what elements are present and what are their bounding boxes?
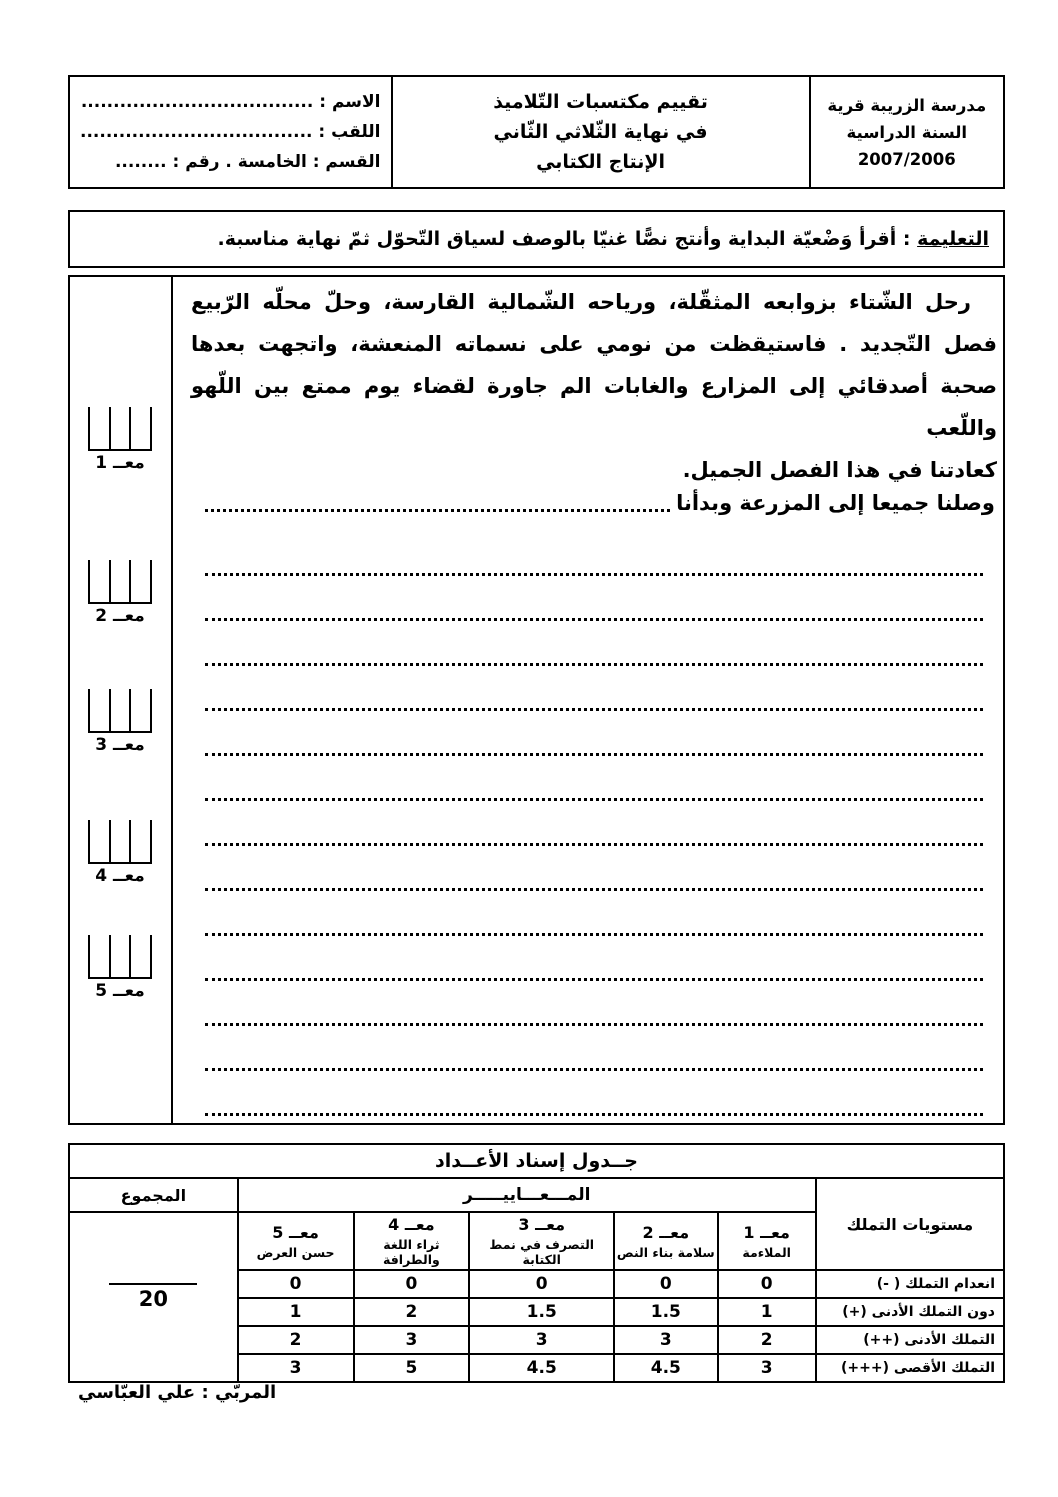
- school-year-label: السنة الدراسية: [846, 122, 968, 142]
- essay-paragraph-line: رحل الشّتاء بزوابعه المثقّلة، ورياحه الشّمالية القارسة، وحلّ محلّه الرّبيع: [191, 290, 971, 314]
- writing-line: [205, 846, 983, 891]
- criterion-code: معــ 4: [388, 1215, 435, 1234]
- score-value: 2: [238, 1326, 354, 1354]
- writing-line: [205, 936, 983, 981]
- score-value: 1.5: [614, 1298, 717, 1326]
- criterion-header-cell: [718, 1212, 816, 1270]
- total-max-value: 20: [138, 1287, 168, 1311]
- writing-line: [205, 801, 983, 846]
- total-header: المجموع: [69, 1178, 238, 1212]
- score-grid-cell: [129, 689, 150, 731]
- score-grid-cell: [109, 935, 130, 977]
- writing-line: [205, 981, 983, 1026]
- score-value: 0: [238, 1270, 354, 1298]
- level-name: التملك الأدنى (++): [816, 1326, 1004, 1354]
- score-grid-cell: [129, 560, 150, 602]
- criterion-header-cell: [614, 1212, 717, 1270]
- score-grid-cell: [88, 560, 109, 602]
- score-value: 1.5: [469, 1298, 614, 1326]
- criterion-code: معــ 5: [272, 1222, 319, 1242]
- score-grid-cell: [109, 560, 130, 602]
- score-grid-cell: [88, 689, 109, 731]
- criterion-code: معــ 2: [642, 1222, 690, 1242]
- criterion-mark-label: معــ 2: [95, 606, 145, 626]
- score-value: 0: [354, 1270, 470, 1298]
- criterion-header-cell: [238, 1212, 354, 1270]
- essay-continuation-line: [205, 491, 995, 517]
- grading-table-title: جــدول إسناد الأعــداد: [69, 1144, 1004, 1178]
- criterion-name: التصرف في نمط الكتابة: [489, 1237, 595, 1267]
- essay-paragraph-line: كعادتنا في هذا الفصل الجميل.: [682, 458, 997, 482]
- criterion-name: سلامة بناء النص: [616, 1244, 715, 1260]
- criterion-mark-label: معــ 1: [95, 453, 145, 473]
- score-value: 1: [238, 1298, 354, 1326]
- writing-line: [205, 711, 983, 756]
- score-value: 3: [614, 1326, 717, 1354]
- score-grid: [88, 407, 152, 451]
- writing-line: [205, 576, 983, 621]
- criterion-code: معــ 3: [518, 1215, 566, 1234]
- essay-continuation-text: وصلنا جميعا إلى المزرعة وبدأنا: [676, 491, 995, 515]
- level-name: التملك الأقصى (+++): [816, 1354, 1004, 1382]
- header-box: [68, 75, 1005, 189]
- score-value: 0: [614, 1270, 717, 1298]
- essay-paragraph-line: فصل التّجديد . فاستيقظت من نومي على نسماته المنعشة، واتجهت بعدها: [191, 332, 997, 356]
- score-grid-cell: [109, 820, 130, 862]
- score-grid-cell: [109, 689, 130, 731]
- school-year-value: 2007/2006: [857, 149, 956, 169]
- essay-box: [68, 275, 1005, 1125]
- score-grid: [88, 689, 152, 733]
- score-grid-cell: [129, 407, 150, 449]
- score-value: 2: [718, 1326, 816, 1354]
- score-value: 3: [469, 1326, 614, 1354]
- grading-table: [68, 1143, 1005, 1383]
- instruction-separator: :: [896, 228, 918, 250]
- exam-title-line2: في نهاية الثّلاثي الثّاني: [493, 121, 708, 143]
- student-class-field: القسم : الخامسة . رقم : ........: [114, 152, 381, 172]
- score-grid-cell: [129, 820, 150, 862]
- score-value: 0: [469, 1270, 614, 1298]
- score-grid-cell: [129, 935, 150, 977]
- score-value: 5: [354, 1354, 470, 1382]
- score-grid-cell: [88, 935, 109, 977]
- levels-header: مستويات التملك: [816, 1178, 1004, 1270]
- writing-line: [205, 1026, 983, 1071]
- score-value: 3: [354, 1326, 470, 1354]
- criterion-mark-group: [85, 935, 155, 1001]
- score-grid: [88, 935, 152, 979]
- criterion-mark-group: [85, 560, 155, 626]
- instruction-label: التعليمة: [917, 228, 989, 250]
- criterion-name: ثراء اللغة والطرافة: [383, 1237, 440, 1267]
- score-value: 1: [718, 1298, 816, 1326]
- writing-line: [205, 531, 983, 576]
- criterion-name: الملاءمة: [742, 1244, 791, 1260]
- exam-title: [391, 77, 809, 187]
- score-grid-cell: [88, 820, 109, 862]
- criterion-mark-group: [85, 820, 155, 886]
- total-score-cell: [69, 1212, 238, 1382]
- score-grid: [88, 560, 152, 604]
- student-surname-field: اللقب : ....................................: [80, 122, 381, 142]
- writing-line: [205, 666, 983, 711]
- criteria-header: المـــعـــاييـــــر: [238, 1178, 816, 1212]
- writing-line: [205, 891, 983, 936]
- instruction-text: أقرأ وَضْعيّة البداية وأنتج نصًّا غنيّا بالوصف لسياق التّحوّل ثمّ نهاية مناسبة.: [217, 228, 897, 250]
- score-value: 0: [718, 1270, 816, 1298]
- level-name: انعدام التملك ( -): [816, 1270, 1004, 1298]
- criterion-mark-group: [85, 689, 155, 755]
- criterion-header-cell: [354, 1212, 470, 1270]
- student-name-field: الاسم : ....................................: [80, 92, 381, 112]
- score-value: 4.5: [469, 1354, 614, 1382]
- student-info: [70, 77, 391, 187]
- criterion-mark-label: معــ 3: [95, 735, 145, 755]
- writing-line: [205, 756, 983, 801]
- writing-line: [205, 1071, 983, 1116]
- score-grid: [88, 820, 152, 864]
- teacher-signature: المربّي : علي العبّاسي: [78, 1382, 277, 1403]
- score-value: 4.5: [614, 1354, 717, 1382]
- score-value: 3: [718, 1354, 816, 1382]
- dotted-fill: [205, 491, 670, 512]
- criterion-mark-group: [85, 407, 155, 473]
- instruction-box: [68, 210, 1005, 268]
- criterion-name: حسن العرض: [256, 1244, 335, 1260]
- score-value: 3: [238, 1354, 354, 1382]
- school-name: مدرسة الزريبة قرية: [827, 95, 987, 115]
- total-blank-line: [109, 1283, 197, 1285]
- essay-text-area: [171, 277, 1003, 1123]
- score-grid-cell: [109, 407, 130, 449]
- writing-lines-area: [205, 531, 983, 1206]
- writing-line: [205, 621, 983, 666]
- exam-title-line3: الإنتاج الكتابي: [536, 151, 665, 173]
- school-info: [809, 77, 1003, 187]
- criterion-mark-label: معــ 4: [95, 866, 145, 886]
- criterion-mark-label: معــ 5: [95, 981, 145, 1001]
- essay-paragraph-line: صحبة أصدقائي إلى المزارع والغابات الم جاورة لقضاء يوم ممتع بين اللّهو واللّعب: [191, 374, 997, 440]
- criterion-header-cell: [469, 1212, 614, 1270]
- level-name: دون التملك الأدنى (+): [816, 1298, 1004, 1326]
- exam-title-line1: تقييم مكتسبات التّلاميذ: [493, 91, 708, 113]
- score-value: 2: [354, 1298, 470, 1326]
- criterion-code: معــ 1: [743, 1222, 790, 1242]
- criteria-score-column: [70, 277, 171, 1123]
- score-grid-cell: [88, 407, 109, 449]
- grading-table-wrap: [68, 1143, 1005, 1383]
